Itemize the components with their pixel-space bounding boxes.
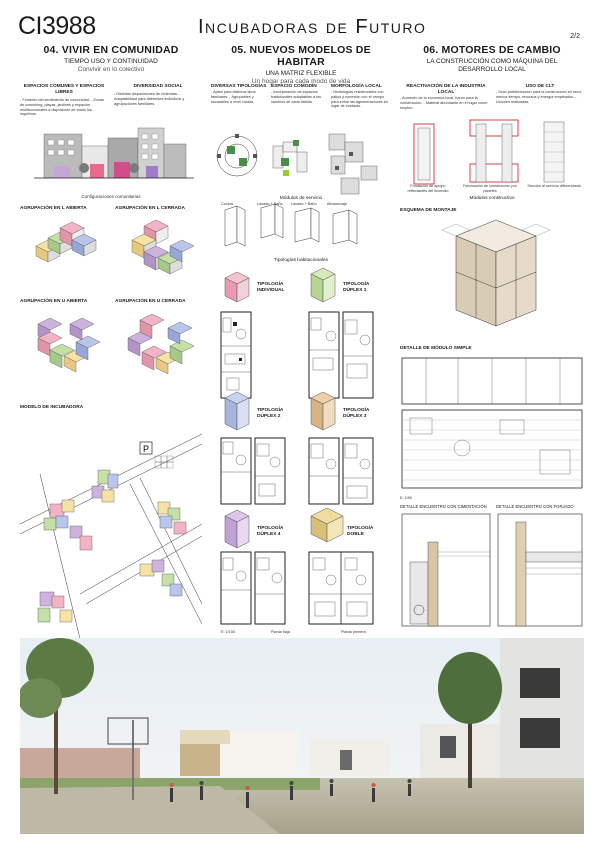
block-diversas-tipologias bbox=[211, 84, 269, 104]
block-text: - Fomento del sentimiento de comunidad. - Zonas de coworking, playas, jardines y espacios multifuncionales a disposición de todos los inquilinos. bbox=[20, 98, 104, 117]
detalle-forjado-label: DETALLE ENCUENTRO CON FORJADO bbox=[496, 504, 574, 509]
tipo-duplex2-label: TIPOLOGÍA DÚPLEX 2 bbox=[257, 408, 284, 419]
caption: Fundación de apoyo: reflectantes del incendio bbox=[407, 184, 449, 193]
section-motores-de-cambio bbox=[400, 44, 584, 509]
modelo-incubadora-label: MODELO DE INCUBADORA bbox=[20, 405, 84, 410]
section-subtitle: TIEMPO USO Y CONTINUIDAD bbox=[64, 58, 158, 65]
agrup-u-cerrada-label: AGRUPACIÓN EN U CERRADA bbox=[115, 299, 186, 304]
tipo-doble-label: TIPOLOGÍA DOBLE bbox=[347, 526, 374, 537]
tipo-duplex1-axo bbox=[307, 266, 339, 306]
tipologias-title: Tipologías habitacionales bbox=[274, 258, 328, 263]
detalle-modulo-label: DETALLE DE MÓDULO SIMPLE bbox=[400, 346, 472, 351]
section-subtitle: UNA MATRIZ FLEXIBLE bbox=[265, 70, 337, 77]
block-espacio-comodin bbox=[271, 84, 329, 104]
block-title: DIVERSIDAD SOCIAL bbox=[133, 84, 183, 89]
tipo-duplex3-axo bbox=[307, 386, 339, 434]
community-elevation-drawing bbox=[34, 126, 194, 188]
tipo-individual-label: TIPOLOGÍA INDIVIDUAL bbox=[257, 282, 285, 293]
agrup-u-abierta-label: AGRUPACIÓN EN U ABIERTA bbox=[20, 299, 88, 304]
block-text: - Gran prefabricación para la construcción en seco: menos tiempo, recursos y energía empleados. - Uniones realizadas. bbox=[496, 90, 583, 104]
section-tagline: Un hogar para cada modo de vida bbox=[251, 78, 351, 85]
agrup-l-abierta-label: AGRUPACIÓN EN L ABIERTA bbox=[20, 206, 87, 211]
tipo-doble-axo bbox=[307, 506, 347, 548]
tipo-duplex1-label: TIPOLOGÍA DÚPLEX 1 bbox=[343, 282, 370, 293]
section-title: 04. VIVIR EN COMUNIDAD bbox=[43, 44, 179, 56]
section-title: 05. NUEVOS MODELOS DE HABITAR bbox=[231, 44, 371, 68]
block-title: DIVERSAS TIPOLOGÍAS bbox=[211, 84, 267, 89]
section-title: 06. MOTORES DE CAMBIO bbox=[423, 44, 561, 56]
block-text: - Aumento de la economía local, futuro para la construcción. - Material abundante en el lugar como empleo. bbox=[400, 96, 488, 110]
block-title: ESPACIO COMODÍN bbox=[271, 84, 317, 89]
esquema-montaje-axo bbox=[436, 216, 556, 336]
agrupacion-l-abierta-axo bbox=[30, 216, 102, 276]
caption: Sección al servicio diferenciada bbox=[527, 184, 581, 188]
servicio-title: Módulos de servicio bbox=[279, 196, 323, 201]
agrupacion-u-abierta-axo bbox=[30, 310, 102, 376]
tipo-duplex2-plan bbox=[219, 436, 299, 516]
tipo-duplex3-label: TIPOLOGÍA DÚPLEX 3 bbox=[343, 408, 370, 419]
block-morfologia-local bbox=[331, 84, 391, 109]
section-tagline: Convivir en lo colectivo bbox=[77, 66, 145, 73]
detalle-forjado-drawing bbox=[496, 512, 584, 632]
tipo-duplex2-axo bbox=[221, 390, 253, 434]
tipo-duplex4-plan bbox=[219, 550, 299, 634]
block-diversidad-social bbox=[114, 84, 202, 106]
page-number: 2/2 bbox=[570, 33, 580, 40]
exterior-render-image bbox=[20, 638, 584, 834]
agrupacion-l-cerrada-axo bbox=[124, 216, 196, 276]
incubadora-site-plan bbox=[20, 414, 202, 639]
block-text: - Distintas disposiciones de viviendas. - Adaptabilidad para diferentes individuos y agrupaciones familiares. bbox=[114, 92, 185, 106]
service-label: Lavado + Baño bbox=[257, 202, 283, 206]
detalle-modulo-drawing bbox=[400, 354, 584, 494]
construction-modules-diagram bbox=[406, 118, 582, 188]
detalle-cimentacion-label: DETALLE ENCUENTRO CON CIMENTACIÓN bbox=[400, 504, 487, 509]
block-text: - Incorporación de espacios tradicionales adaptables a los cambios de cada familia. bbox=[271, 90, 322, 104]
tipo-duplex4-label: TIPOLOGÍA DÚPLEX 4 bbox=[257, 526, 284, 537]
block-reactivacion bbox=[400, 84, 492, 110]
esquema-label: ESQUEMA DE MONTAJE bbox=[400, 208, 457, 213]
block-espacios-comunes bbox=[20, 84, 108, 117]
block-title: REACTIVACIÓN DE LA INDUSTRIA LOCAL bbox=[406, 84, 486, 95]
service-label: Lavado + Baño bbox=[291, 202, 317, 206]
block-title: ESPACIOS COMUNES Y ESPACIOS LIBRES bbox=[23, 84, 105, 95]
service-label: Cocina bbox=[221, 202, 233, 206]
detalle-cimentacion-drawing bbox=[400, 512, 492, 632]
section-nuevos-modelos bbox=[211, 44, 391, 634]
poster-header bbox=[0, 0, 600, 40]
block-title: MORFOLOGÍA LOCAL bbox=[331, 84, 382, 89]
config-title: Configuraciones comunitarias bbox=[81, 194, 141, 199]
parking-sign: P bbox=[142, 444, 150, 454]
caption: Fabricación de construcción por paneles bbox=[463, 184, 517, 193]
service-label: Almacenaje bbox=[327, 202, 347, 206]
poster-title: Incubadoras de Futuro bbox=[198, 16, 427, 38]
tipo-duplex3-plan bbox=[307, 436, 387, 516]
section-vivir-en-comunidad bbox=[20, 44, 202, 454]
agrupacion-u-cerrada-axo bbox=[124, 310, 196, 376]
plan-label: Planta primera bbox=[341, 630, 366, 634]
block-text: - Morfologías residenciales con patios y conexión con el campo para evitar las aglomeraciones en lugar de contacto. bbox=[331, 90, 388, 109]
block-uso-clt bbox=[496, 84, 584, 104]
scale-label: E: 1/50 bbox=[400, 496, 413, 500]
tipo-duplex4-axo bbox=[221, 508, 253, 552]
service-modules-axo bbox=[221, 204, 381, 252]
agrup-l-cerrada-label: AGRUPACIÓN EN L CERRADA bbox=[115, 206, 185, 211]
block-text: - Aptos para distintos tipos familiares. - Agrupables y escalables a nivel ciudad. bbox=[211, 90, 256, 104]
tipo-doble-plan bbox=[307, 550, 387, 634]
tipo-individual-axo bbox=[221, 268, 253, 306]
scale-label: E: 1/100 bbox=[221, 630, 236, 634]
section-subtitle: LA CONSTRUCCIÓN COMO MÁQUINA DEL DESARROLLO LOCAL bbox=[426, 58, 558, 73]
block-title: USO DE CLT bbox=[525, 84, 555, 89]
project-code: CI3988 bbox=[18, 12, 96, 40]
modulos-title: Módulos constructivo bbox=[469, 196, 515, 201]
plan-label: Planta baja bbox=[271, 630, 290, 634]
